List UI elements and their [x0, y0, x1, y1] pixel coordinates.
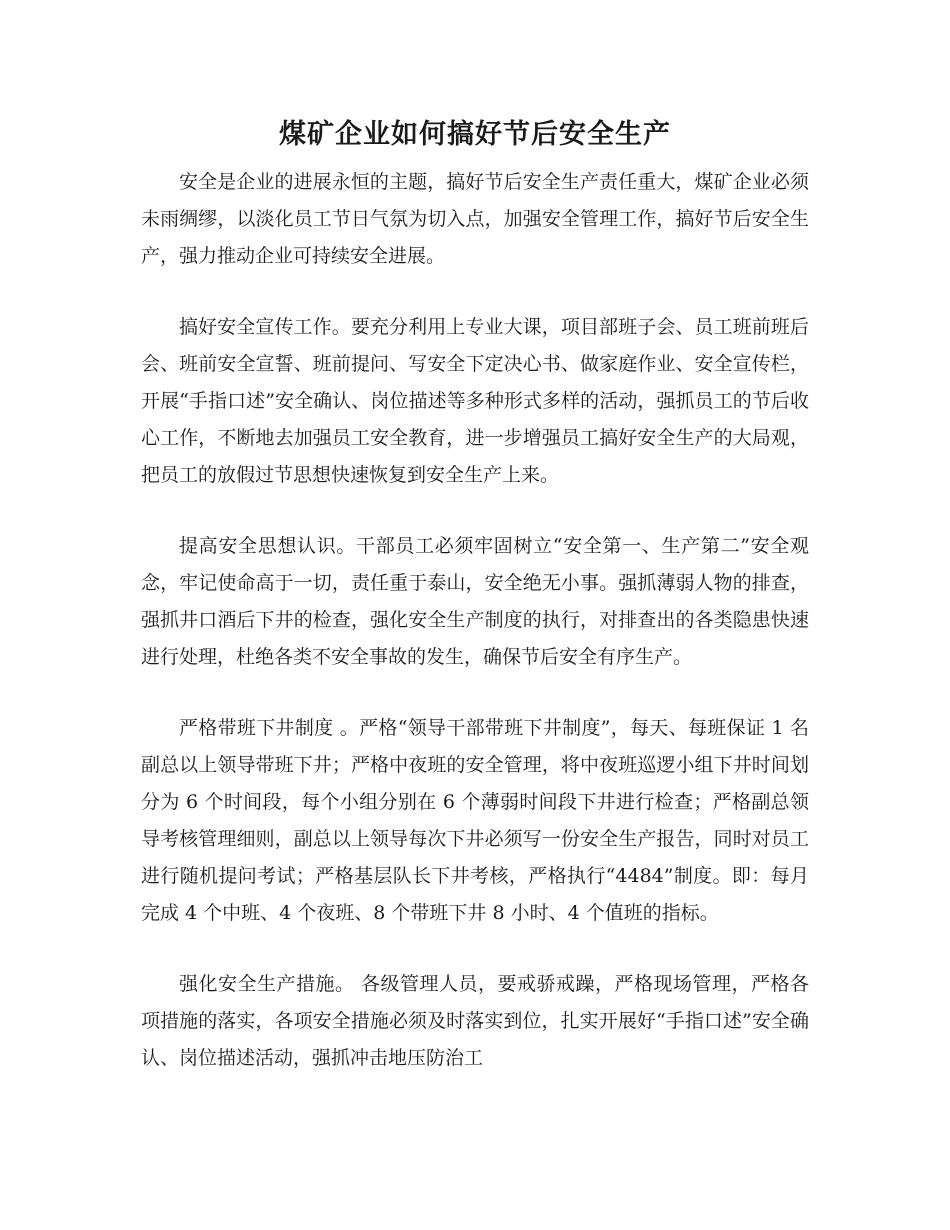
document-body [141, 164, 809, 1111]
paragraph-safety-measures: 强化安全生产措施。 各级管理人员，要戒骄戒躁，严格现场管理，严格各项措施的落实，各项安全措施必须及时落实到位，扎实开展好“手指口述”安全确认、岗位描述活动，强抓冲击地压防治工 [141, 973, 809, 1069]
paragraph-safety-publicity: 搞好安全宣传工作。要充分利用上专业大课，项目部班子会、员工班前班后会、班前安全宣誓、班前提问、写安全下定决心书、做家庭作业、安全宣传栏，开展“手指口述”安全确认、岗位描述等多种形式多样的活动，强抓员工的节后收心工作，不断地去加强员工安全教育，进一步增强员工搞好安全生产的大局观，把员工的放假过节思想快速恢复到安全生产上来。 [141, 316, 809, 486]
paragraph-shift-supervision: 严格带班下井制度 。严格“领导干部带班下井制度”，每天、每班保证 1 名副总以上领导带班下井；严格中夜班的安全管理，将中夜班巡逻小组下井时间划分为 6 个时间段，每个小组分别在 6 个薄弱时间段下井进行检查；严格副总领导考核管理细则，副总以上领导每次下井必须写一份安全生产报告，同时对员工进行随机提问考试；严格基层队长下井考核，严格执行“4484”制度。即：每月完成 4 个中班、4 个夜班、8 个带班下井 8 小时、4 个值班的指标。 [141, 717, 809, 924]
paragraph-intro: 安全是企业的进展永恒的主题，搞好节后安全生产责任重大，煤矿企业必须未雨绸缪，以淡化员工节日气氛为切入点，加强安全管理工作，搞好节后安全生产，强力推动企业可持续安全进展。 [141, 171, 809, 267]
document-title: 煤矿企业如何搞好节后安全生产 [279, 119, 671, 150]
paragraph-safety-awareness: 提高安全思想认识。干部员工必须牢固树立“安全第一、生产第二”安全观念，牢记使命高于一切，责任重于泰山，安全绝无小事。强抓薄弱人物的排查，强抓井口酒后下井的检查，强化安全生产制度的执行，对排查出的各类隐患快速进行处理，杜绝各类不安全事故的发生，确保节后安全有序生产。 [141, 535, 809, 668]
